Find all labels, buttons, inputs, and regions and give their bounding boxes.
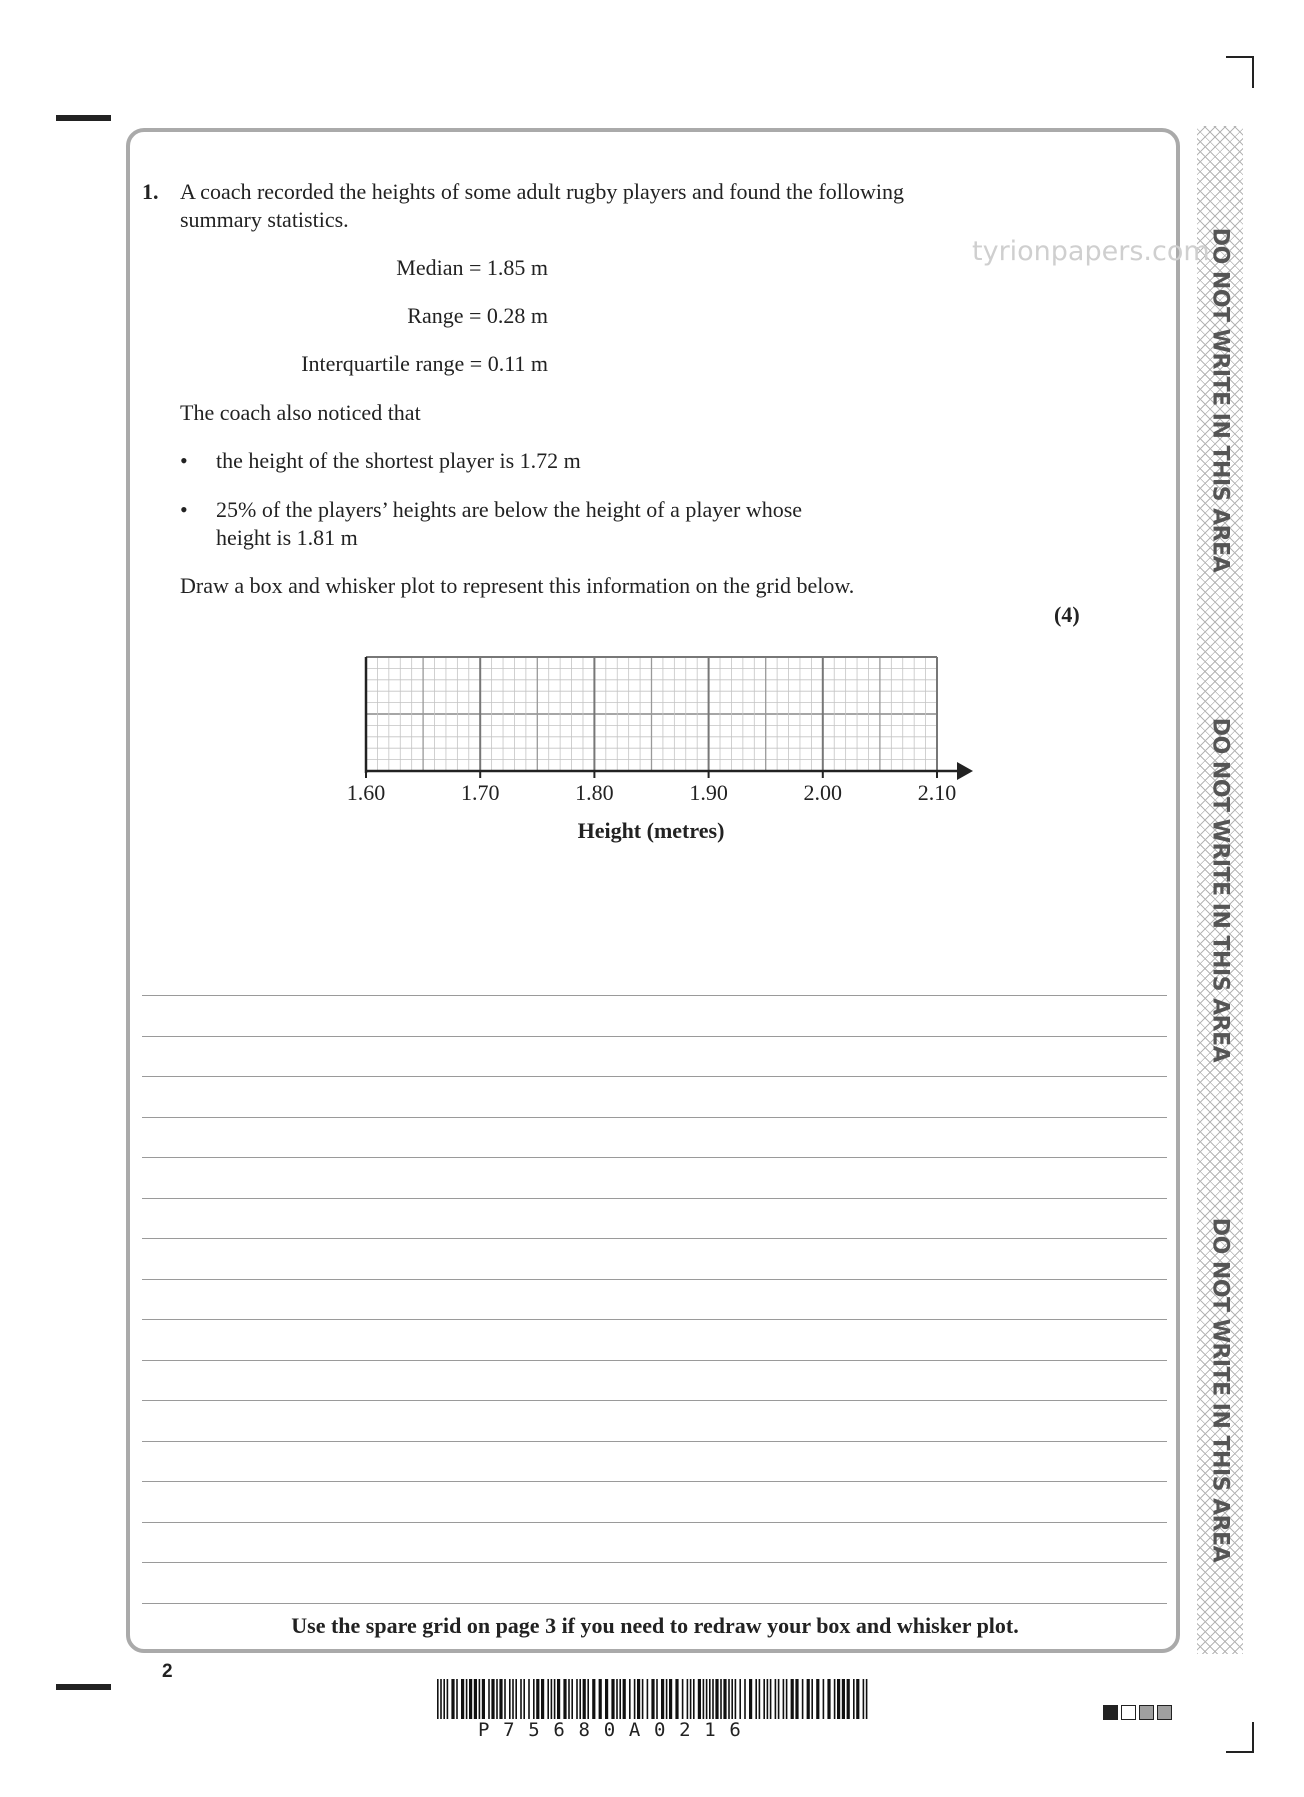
answer-line[interactable]: [142, 1117, 1167, 1118]
barcode-bar: [728, 1679, 730, 1719]
barcode-bar: [853, 1679, 855, 1719]
barcode-bar: [823, 1679, 825, 1719]
barcode-bar: [512, 1679, 514, 1719]
barcode-bar: [528, 1679, 530, 1719]
barcode-bar: [587, 1679, 589, 1719]
barcode-bar: [520, 1679, 522, 1719]
bullet-2-marker: •: [180, 497, 188, 522]
barcode-bar: [440, 1679, 442, 1719]
barcode-bar: [647, 1679, 649, 1719]
box-plot-grid[interactable]: [355, 645, 975, 780]
bullet-1-text: the height of the shortest player is 1.72 m: [216, 448, 581, 473]
barcode-bar: [554, 1679, 556, 1719]
barcode-bar: [437, 1679, 439, 1719]
answer-line[interactable]: [142, 1522, 1167, 1523]
barcode-bar: [739, 1679, 741, 1719]
stat-range: Range = 0.28 m: [407, 303, 548, 328]
x-tick-label: 2.00: [803, 780, 843, 805]
barcode-bar: [698, 1679, 701, 1719]
x-tick-label: 1.80: [575, 780, 614, 805]
bullet-2-line2: height is 1.81 m: [216, 525, 358, 550]
x-tick-label: 1.90: [689, 780, 728, 805]
barcode-bar: [842, 1679, 845, 1719]
barcode-bar: [661, 1679, 664, 1719]
barcode-bar: [599, 1679, 602, 1719]
barcode-bar: [443, 1679, 445, 1719]
barcode-bar: [682, 1679, 684, 1719]
do-not-write-note-middle: DO NOT WRITE IN THIS AREA: [1207, 717, 1233, 1063]
barcode-bar: [709, 1679, 711, 1719]
barcode-bar: [619, 1679, 621, 1719]
bullet-2-line1: 25% of the players’ heights are below the height of a player whose: [216, 497, 803, 522]
barcode-bar: [466, 1679, 468, 1719]
barcode-bar: [731, 1679, 733, 1719]
answer-line[interactable]: [142, 1076, 1167, 1077]
answer-line[interactable]: [142, 1360, 1167, 1361]
stat-iqr: Interquartile range = 0.11 m: [301, 351, 548, 376]
barcode-bar: [856, 1679, 859, 1719]
barcode-bar: [783, 1679, 785, 1719]
crop-mark-top-right-v: [1252, 56, 1254, 88]
barcode-bar: [637, 1679, 640, 1719]
barcode-bar: [568, 1679, 570, 1719]
barcode-bar: [723, 1679, 726, 1719]
barcode-bar: [576, 1679, 578, 1719]
barcode-bar: [461, 1679, 464, 1719]
answer-line[interactable]: [142, 1238, 1167, 1239]
barcode-bar: [866, 1679, 868, 1719]
barcode-bar: [687, 1679, 689, 1719]
answer-line[interactable]: [142, 1400, 1167, 1401]
barcode-bar: [579, 1679, 581, 1719]
bullet-1-marker: •: [180, 448, 188, 473]
barcode-bar: [847, 1679, 850, 1719]
barcode-bar: [451, 1679, 454, 1719]
footer-note: Use the spare grid on page 3 if you need to redraw your box and whisker plot.: [291, 1613, 1019, 1638]
barcode-bar: [791, 1679, 794, 1719]
barcode-bar: [767, 1679, 769, 1719]
barcode-bar: [690, 1679, 692, 1719]
x-axis-arrow: [957, 762, 973, 780]
barcode-bar: [482, 1679, 485, 1719]
barcode-bar: [807, 1679, 810, 1719]
barcode: [437, 1679, 872, 1719]
barcode-bar: [744, 1679, 746, 1719]
barcode-bar: [496, 1679, 498, 1719]
barcode-bar: [456, 1679, 458, 1719]
barcode-bar: [447, 1679, 449, 1719]
barcode-bar: [755, 1679, 757, 1719]
answer-line[interactable]: [142, 995, 1167, 996]
barcode-bar: [605, 1679, 608, 1719]
question-intro-line2: summary statistics.: [180, 207, 349, 232]
barcode-bar: [571, 1679, 573, 1719]
barcode-bar: [533, 1679, 535, 1719]
crop-mark-bottom-right-h: [1226, 1751, 1254, 1753]
x-tick-label: 2.10: [917, 780, 957, 805]
barcode-bar: [623, 1679, 626, 1719]
barcode-bar: [634, 1679, 636, 1719]
barcode-bar: [656, 1679, 658, 1719]
x-axis-label: Height (metres): [577, 818, 725, 843]
barcode-bar: [703, 1679, 705, 1719]
answer-line[interactable]: [142, 1441, 1167, 1442]
barcode-bar: [735, 1679, 737, 1719]
barcode-bar: [536, 1679, 539, 1719]
question-intro-line1: A coach recorded the heights of some adult rugby players and found the following: [180, 179, 904, 204]
answer-frame: [126, 128, 1180, 1653]
barcode-bar: [863, 1679, 865, 1719]
page-square: [1157, 1705, 1172, 1720]
barcode-bar: [504, 1679, 506, 1719]
barcode-bar: [629, 1679, 631, 1719]
barcode-bar: [720, 1679, 722, 1719]
barcode-bar: [759, 1679, 761, 1719]
answer-line[interactable]: [142, 1198, 1167, 1199]
watermark: tyrionpapers.com: [972, 236, 1210, 267]
barcode-bar: [611, 1679, 614, 1719]
barcode-bar: [491, 1679, 494, 1719]
barcode-bar: [802, 1679, 804, 1719]
barcode-bar: [642, 1679, 644, 1719]
x-tick-label: 1.70: [460, 780, 500, 805]
barcode-bar: [499, 1679, 502, 1719]
page-square: [1139, 1705, 1154, 1720]
answer-line[interactable]: [142, 1603, 1167, 1604]
barcode-bar: [488, 1679, 490, 1719]
barcode-bar: [693, 1679, 695, 1719]
barcode-bar: [515, 1679, 517, 1719]
barcode-bar: [669, 1679, 672, 1719]
barcode-bar: [551, 1679, 553, 1719]
x-tick-label: 1.60: [346, 780, 386, 805]
page-square: [1103, 1705, 1118, 1720]
answer-line[interactable]: [142, 1157, 1167, 1158]
barcode-bar: [651, 1679, 654, 1719]
answer-line[interactable]: [142, 1562, 1167, 1563]
barcode-bar: [469, 1679, 472, 1719]
crop-mark-top-left: [56, 115, 111, 121]
barcode-bar: [816, 1679, 819, 1719]
barcode-bar: [592, 1679, 595, 1719]
barcode-bar: [523, 1679, 525, 1719]
barcode-bar: [616, 1679, 618, 1719]
barcode-bar: [712, 1679, 714, 1719]
barcode-bar: [749, 1679, 752, 1719]
barcode-bar: [547, 1679, 549, 1719]
crop-mark-top-right-h: [1226, 56, 1254, 58]
barcode-bar: [834, 1679, 836, 1719]
barcode-bar: [479, 1679, 481, 1719]
barcode-bar: [666, 1679, 668, 1719]
barcode-bar: [786, 1679, 788, 1719]
barcode-bar: [837, 1679, 840, 1719]
barcode-bar: [763, 1679, 765, 1719]
barcode-bar: [706, 1679, 708, 1719]
stat-median: Median = 1.85 m: [396, 255, 548, 280]
answer-line[interactable]: [142, 1481, 1167, 1482]
question-number: 1.: [142, 179, 159, 204]
barcode-bar: [675, 1679, 678, 1719]
do-not-write-note-bottom: DO NOT WRITE IN THIS AREA: [1207, 1217, 1233, 1563]
barcode-bar: [770, 1679, 772, 1719]
noticed-text: The coach also noticed that: [180, 400, 421, 425]
crop-mark-bottom-right-v: [1252, 1722, 1254, 1753]
barcode-bar: [795, 1679, 798, 1719]
crop-mark-bottom-left: [56, 1684, 111, 1690]
do-not-write-note-top: DO NOT WRITE IN THIS AREA: [1207, 227, 1233, 573]
instruction-text: Draw a box and whisker plot to represent this information on the grid below.: [180, 573, 855, 598]
barcode-bar: [563, 1679, 566, 1719]
barcode-bar: [474, 1679, 477, 1719]
barcode-bar: [557, 1679, 560, 1719]
barcode-bar: [541, 1679, 544, 1719]
barcode-bar: [775, 1679, 777, 1719]
barcode-bar: [827, 1679, 830, 1719]
barcode-bar: [715, 1679, 718, 1719]
marks-label: (4): [1054, 602, 1080, 627]
barcode-bar: [509, 1679, 511, 1719]
answer-line[interactable]: [142, 1279, 1167, 1280]
barcode-bar: [778, 1679, 780, 1719]
page-number: 2: [162, 1661, 173, 1682]
page-square: [1121, 1705, 1136, 1720]
answer-line[interactable]: [142, 1036, 1167, 1037]
barcode-bar: [583, 1679, 586, 1719]
answer-line[interactable]: [142, 1319, 1167, 1320]
barcode-text: P75680A0216: [478, 1719, 755, 1741]
barcode-bar: [811, 1679, 813, 1719]
